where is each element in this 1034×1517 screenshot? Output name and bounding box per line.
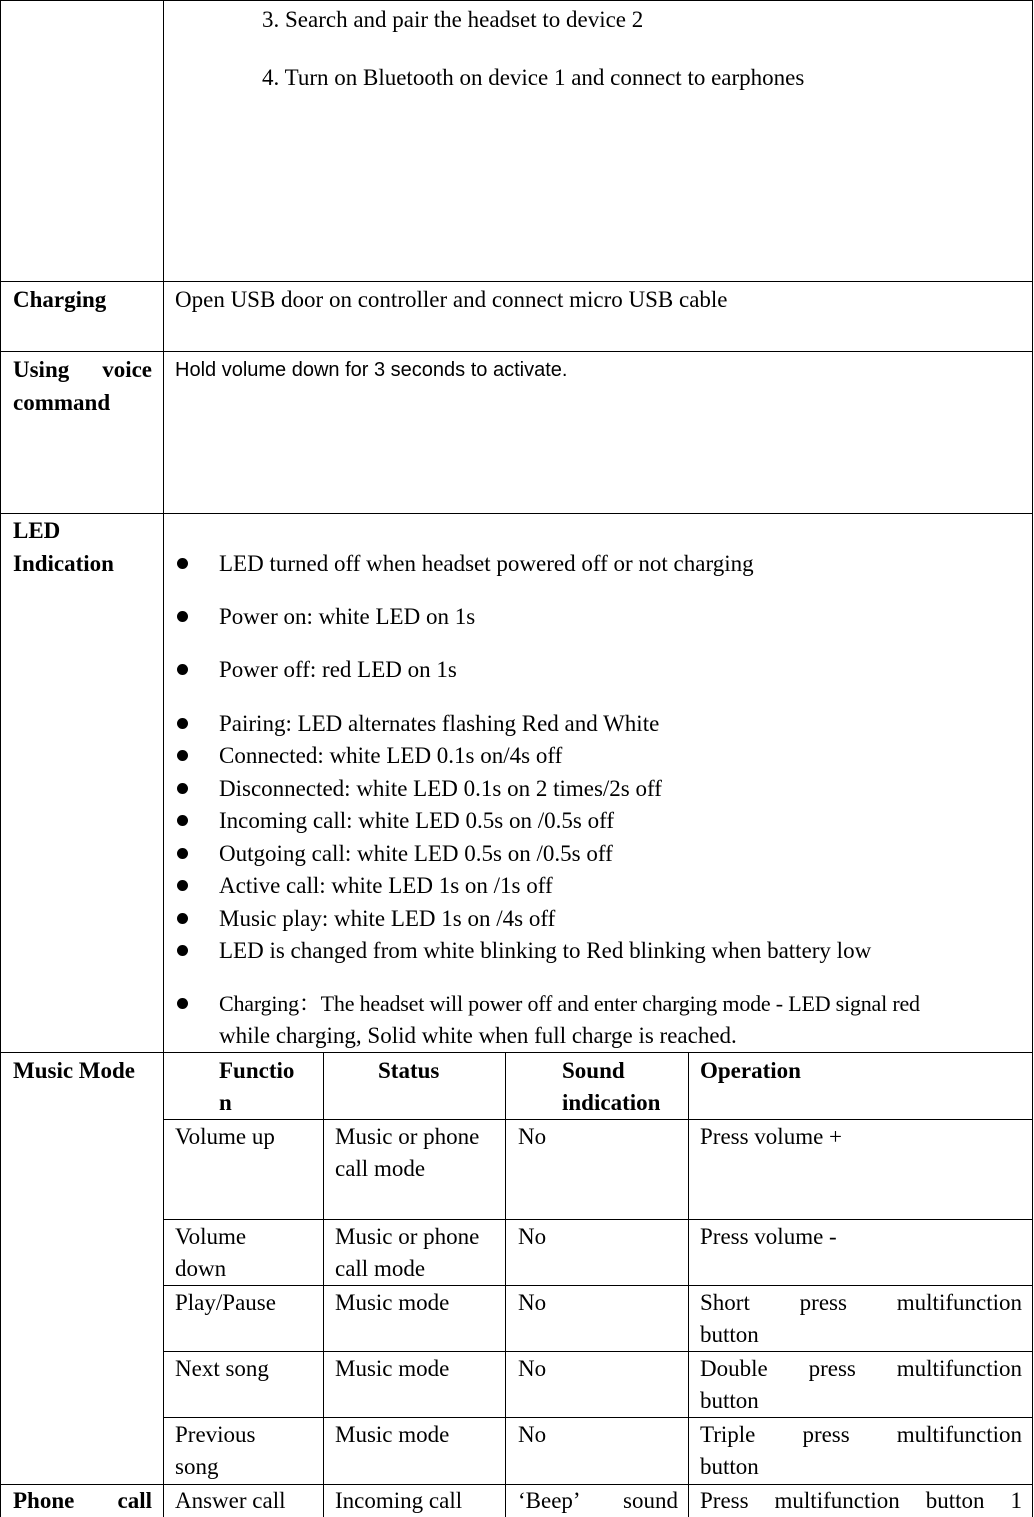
row-divider	[0, 281, 1033, 282]
header-function-line1: Functio	[219, 1058, 295, 1083]
cell-function: Answer call	[175, 1488, 286, 1513]
inner-row-divider	[163, 1285, 1033, 1286]
led-item: Active call: white LED 1s on /1s off	[219, 873, 553, 898]
op-word: press	[802, 1422, 850, 1447]
cell-sound: No	[518, 1124, 547, 1149]
cell-status-text: Music or phone	[335, 1124, 480, 1149]
cell-status-line2: call mode	[335, 1156, 426, 1181]
op-word: Short	[700, 1290, 750, 1315]
inner-col-divider	[688, 1052, 689, 1517]
cell-status: Music mode	[335, 1422, 450, 1447]
cell-status	[335, 1121, 495, 1153]
cell-operation: Press volume -	[700, 1224, 837, 1249]
header-operation: Operation	[700, 1058, 801, 1083]
cell-operation-line2: button	[700, 1388, 759, 1413]
header-status: Status	[378, 1058, 440, 1083]
cell-function-line2: down	[175, 1256, 227, 1281]
op-word: Press	[700, 1488, 749, 1513]
row-divider	[0, 351, 1033, 352]
charging-label: Charging	[13, 287, 107, 312]
led-item: Power on: white LED on 1s	[219, 604, 476, 629]
cell-operation	[700, 1353, 1022, 1385]
cell-function: Volume	[175, 1224, 247, 1249]
op-word: multifunction	[896, 1290, 1022, 1315]
op-word: Double	[700, 1356, 768, 1381]
led-item: Connected: white LED 0.1s on/4s off	[219, 743, 563, 768]
row-divider	[0, 0, 1033, 1]
cell-function: Play/Pause	[175, 1290, 276, 1315]
row-divider	[0, 1052, 1033, 1053]
bullet-icon	[177, 664, 188, 675]
cell-sound	[518, 1485, 678, 1517]
op-word: press	[808, 1356, 856, 1381]
led-item: Power off: red LED on 1s	[219, 657, 457, 682]
charging-text: Open USB door on controller and connect micro USB cable	[175, 287, 728, 312]
cell-operation-line2: button	[700, 1322, 759, 1347]
led-label-line2: Indication	[13, 551, 114, 576]
inner-col-divider	[323, 1052, 324, 1517]
row-divider	[0, 513, 1033, 514]
cell-operation	[700, 1485, 1022, 1517]
bullet-icon	[177, 848, 188, 859]
inner-row-divider	[163, 1417, 1033, 1418]
bullet-icon	[177, 945, 188, 956]
led-item: Incoming call: white LED 0.5s on /0.5s off	[219, 808, 614, 833]
table-border-left	[0, 0, 1, 1517]
sound-word: sound	[623, 1488, 678, 1513]
step-3: 3. Search and pair the headset to device 2	[262, 7, 644, 32]
op-word: multifunction	[774, 1488, 900, 1513]
cell-operation	[700, 1419, 1022, 1451]
voice-label-line2: command	[13, 390, 111, 415]
cell-function: Previous	[175, 1422, 256, 1447]
bullet-icon	[177, 718, 188, 729]
cell-status-line2: call mode	[335, 1256, 426, 1281]
led-item: Music play: white LED 1s on /4s off	[219, 906, 556, 931]
op-word: multifunction	[896, 1422, 1022, 1447]
op-word: press	[799, 1290, 847, 1315]
op-word: 1	[1010, 1488, 1022, 1513]
bullet-icon	[177, 611, 188, 622]
header-function-line2: n	[219, 1090, 232, 1115]
led-charging-line2: while charging, Solid white when full charge is reached.	[219, 1023, 737, 1048]
cell-status: Music mode	[335, 1356, 450, 1381]
bullet-icon	[177, 783, 188, 794]
bullet-icon	[177, 558, 188, 569]
op-word: Triple	[700, 1422, 756, 1447]
music-mode-label: Music Mode	[13, 1058, 136, 1083]
led-charging-line1: Charging：The headset will power off and enter charging mode - LED signal red	[219, 991, 920, 1016]
bullet-icon	[177, 815, 188, 826]
cell-status: Incoming call	[335, 1488, 463, 1513]
led-item: Disconnected: white LED 0.1s on 2 times/2s off	[219, 776, 662, 801]
cell-sound: No	[518, 1356, 547, 1381]
step-4: 4. Turn on Bluetooth on device 1 and connect to earphones	[262, 65, 805, 90]
led-item: LED turned off when headset powered off or not charging	[219, 551, 754, 576]
phone-call-label	[13, 1485, 152, 1517]
cell-sound: No	[518, 1224, 547, 1249]
voice-label-word: Using	[13, 357, 70, 382]
cell-operation-line2: button	[700, 1454, 759, 1479]
cell-operation	[700, 1287, 1022, 1319]
header-sound-line2: indication	[562, 1090, 661, 1115]
led-item: Pairing: LED alternates flashing Red and White	[219, 711, 660, 736]
inner-row-divider	[163, 1219, 1033, 1220]
voice-label-line1	[13, 354, 152, 386]
bullet-icon	[177, 913, 188, 924]
phone-label-word: call	[117, 1488, 152, 1513]
label-column-divider	[163, 0, 164, 1517]
inner-row-divider	[163, 1119, 1033, 1120]
voice-text: Hold volume down for 3 seconds to activate.	[175, 359, 568, 381]
cell-status: Music mode	[335, 1290, 450, 1315]
op-word: multifunction	[896, 1356, 1022, 1381]
cell-status: Music or phone	[335, 1224, 480, 1249]
cell-function-line2: song	[175, 1454, 219, 1479]
led-item: LED is changed from white blinking to Red blinking when battery low	[219, 938, 872, 963]
cell-sound: No	[518, 1290, 547, 1315]
bullet-icon	[177, 750, 188, 761]
phone-label-word: Phone	[13, 1488, 75, 1513]
inner-col-divider	[505, 1052, 506, 1517]
bullet-icon	[177, 880, 188, 891]
led-label-line1: LED	[13, 518, 61, 543]
header-sound-line1: Sound	[562, 1058, 625, 1083]
cell-function: Next song	[175, 1356, 269, 1381]
cell-operation: Press volume +	[700, 1124, 843, 1149]
cell-function: Volume up	[175, 1124, 275, 1149]
sound-word: ‘Beep’	[518, 1488, 581, 1513]
inner-row-divider	[163, 1351, 1033, 1352]
voice-label-word: voice	[102, 357, 152, 382]
cell-sound: No	[518, 1422, 547, 1447]
bullet-icon	[177, 998, 188, 1009]
led-item: Outgoing call: white LED 0.5s on /0.5s off	[219, 841, 613, 866]
table-border-right	[1032, 0, 1033, 1517]
op-word: button	[925, 1488, 985, 1513]
